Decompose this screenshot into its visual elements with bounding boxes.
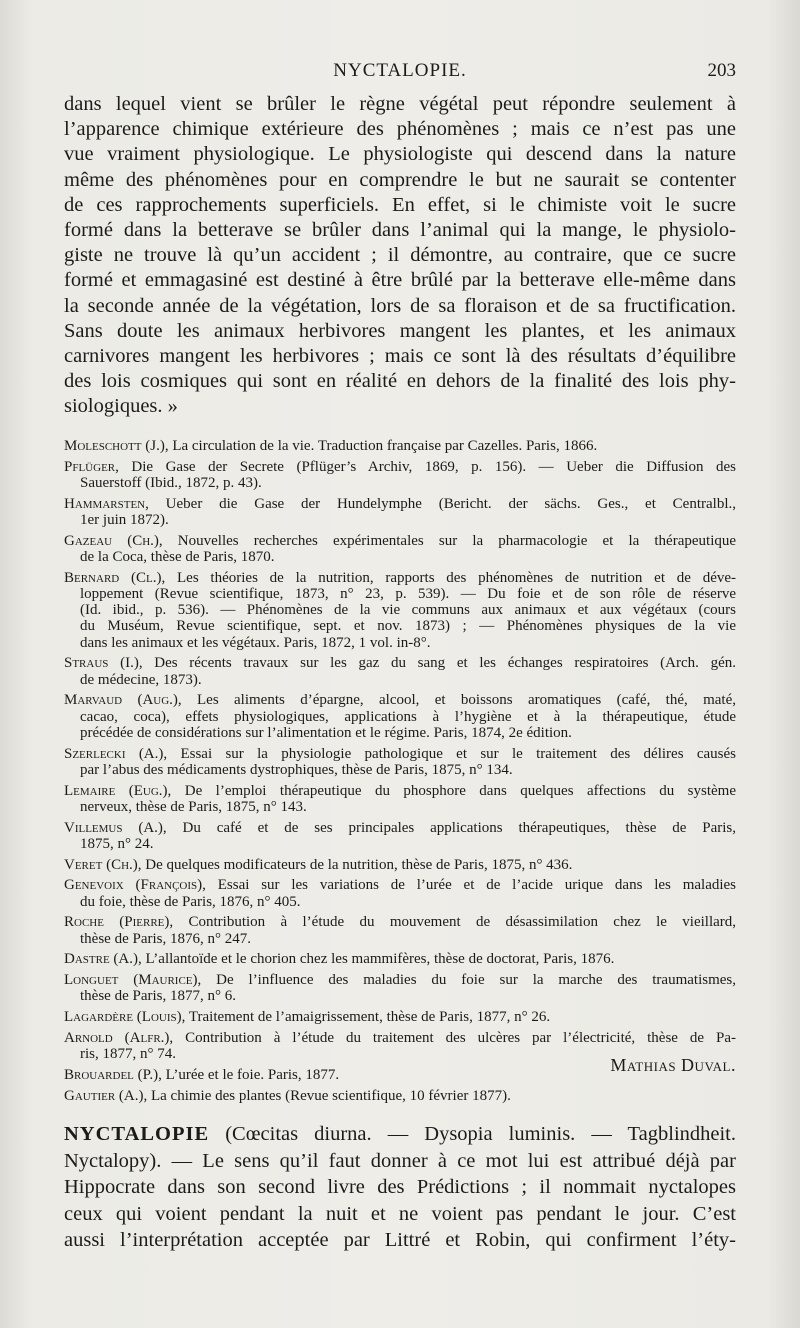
reference-text: Contribution à l’étude du traitement des ulcères par l’électricité, thèse de Pa-	[185, 1030, 736, 1046]
body-line: dans lequel vient se brûler le règne végétal peut répondre seulement à	[64, 93, 736, 115]
reference-line	[64, 586, 736, 602]
reference-entry	[64, 914, 736, 946]
reference-line	[64, 709, 736, 725]
reference-line	[64, 972, 736, 988]
reference-line	[64, 570, 736, 586]
reference-line	[64, 618, 736, 634]
reference-text: de la Coca, thèse de Paris, 1870.	[80, 549, 275, 565]
reference-line	[64, 1030, 736, 1046]
reference-line	[64, 496, 736, 512]
reference-author: Dastre (A.),	[64, 951, 142, 968]
reference-text: De quelques modificateurs de la nutrition, thèse de Paris, 1875, n° 436.	[145, 856, 573, 873]
reference-entry	[64, 570, 736, 651]
article-nyctalopie	[64, 1121, 736, 1254]
reference-author: Gautier (A.),	[64, 1087, 148, 1104]
reference-line	[64, 931, 736, 947]
reference-text: thèse de Paris, 1876, n° 247.	[80, 930, 251, 947]
body-line: la seconde année de la végétation, lors de sa floraison et de sa fructification.	[64, 294, 736, 317]
reference-line	[64, 1088, 736, 1104]
reference-author: Longuet (Maurice),	[64, 972, 202, 989]
body-line: formé et emmagasiné est destiné à être brûlé par la betterave elle-même dans	[64, 269, 736, 292]
reference-author: Veret (Ch.),	[64, 856, 142, 873]
reference-entry	[64, 857, 736, 873]
reference-line	[64, 635, 736, 651]
article-line: ceux qui voient pendant la nuit et ne voient pas pendant le jour. C’est	[64, 1202, 736, 1225]
reference-text: La chimie des plantes (Revue scientifique, 10 février 1877).	[150, 1087, 511, 1104]
reference-line	[64, 512, 736, 528]
reference-text: L’allantoïde et le chorion chez les mammifères, thèse de doctorat, Paris, 1876.	[145, 951, 615, 968]
body-line: siologiques. »	[64, 395, 178, 418]
reference-line	[64, 438, 736, 454]
reference-text: Traitement de l’amaigrissement, thèse de Paris, 1877, n° 26.	[188, 1009, 551, 1026]
reference-entry	[64, 459, 736, 491]
reference-text: Contribution à l’étude du mouvement de désassimilation chez le vieillard,	[188, 914, 737, 931]
article-line: Nyctalopy). — Le sens qu’il faut donner à ce mot lui est attribué déjà par	[64, 1149, 736, 1172]
article-line: aussi l’interprétation acceptée par Littré et Robin, qui confirment l’éty-	[64, 1229, 736, 1251]
reference-author: Roche (Pierre),	[64, 914, 174, 931]
reference-text: Les aliments d’épargne, alcool, et boissons aromatiques (café, thé, maté,	[197, 692, 736, 709]
reference-line	[64, 783, 736, 799]
body-line: Sans doute les animaux herbivores mangent les plantes, et les animaux	[64, 319, 736, 342]
reference-line	[64, 988, 736, 1004]
reference-line	[64, 475, 736, 491]
reference-line	[64, 725, 736, 741]
reference-text: Nouvelles recherches expérimentales sur la pharmacologie et la thérapeutique	[177, 532, 737, 549]
reference-entry	[64, 1009, 736, 1025]
reference-author: Lemaire (Eug.),	[64, 782, 172, 799]
body-line: giste ne trouve là qu’un accident ; il démontre, au contraire, que ce sucre	[64, 244, 736, 267]
reference-author: Genevoix (François),	[64, 877, 206, 894]
reference-text: 1875, n° 24.	[80, 835, 154, 852]
reference-text: Essai sur les variations de l’urée et de l’acide urique dans les maladies	[217, 877, 737, 894]
reference-text: De l’influence des maladies du foie sur la marche des traumatismes,	[216, 972, 736, 989]
reference-line	[64, 602, 736, 618]
running-title: NYCTALOPIE.	[333, 60, 467, 81]
reference-text: ris, 1877, n° 74.	[80, 1046, 176, 1063]
reference-text: dans les animaux et les végétaux. Paris, 1872, 1 vol. in-8°.	[80, 634, 431, 651]
reference-text: Des récents travaux sur les gaz du sang et les échanges respiratoires (Arch. gén.	[154, 655, 736, 672]
reference-text: cacao, coca), effets physiologiques, applications à l’hygiène et à la thérapeutique, étude	[80, 708, 736, 725]
reference-text: loppement (Revue scientifique, 1873, n° 23, p. 539). — Du foie et de son rôle de réserve	[80, 586, 736, 602]
reference-author: Arnold (Alfr.),	[64, 1030, 174, 1046]
reference-author: Moleschott (J.),	[64, 438, 169, 454]
reference-author: Brouardel (P.),	[64, 1067, 162, 1083]
reference-entry	[64, 746, 736, 778]
reference-line	[64, 746, 736, 762]
reference-text: de médecine, 1873).	[80, 671, 202, 688]
reference-text: thèse de Paris, 1877, n° 6.	[80, 988, 236, 1005]
body-line: l’apparence chimique extérieure des phénomènes ; mais ce n’est pas une	[64, 118, 736, 141]
reference-line	[64, 820, 736, 836]
body-line: de ces rapprochements superficiels. En effet, si le chimiste voit le sucre	[64, 193, 736, 216]
reference-line	[64, 914, 736, 930]
reference-line	[64, 877, 736, 893]
reference-author: Gazeau (Ch.),	[64, 532, 163, 549]
reference-entry	[64, 655, 736, 687]
reference-text: par l’abus des médicaments dystrophiques, thèse de Paris, 1875, n° 134.	[80, 761, 513, 778]
reference-text: précédée de considérations sur l’alimentation et le régime. Paris, 1874, 2e édition.	[80, 724, 572, 741]
reference-author: Lagardère (Louis),	[64, 1009, 186, 1026]
reference-line	[64, 1009, 736, 1025]
body-line: des lois cosmiques qui sont en réalité en dehors de la finalité des lois phy-	[64, 370, 736, 393]
reference-entry	[64, 783, 736, 815]
reference-text: Essai sur la physiologie pathologique et sur le traitement des délires causés	[180, 745, 736, 762]
reference-text: Ueber die Gase der Hundelymphe (Bericht. der sächs. Ges., et Centralbl.,	[165, 495, 736, 512]
reference-author: Bernard (Cl.),	[64, 569, 166, 586]
reference-text: (Id. ibid., p. 536). — Phénomènes de la vie communs aux animaux et aux végétaux (cours	[80, 602, 736, 619]
reference-author: Pflüger,	[64, 458, 119, 475]
reference-text: Die Gase der Secrete (Pflüger’s Archiv, 1869, p. 156). — Ueber die Diffusion des	[131, 458, 736, 475]
running-header	[64, 60, 736, 88]
reference-text: du Muséum, Revue scientifique, sept. et nov. 1873) ; — Phénomènes physiques de la vie	[80, 618, 736, 635]
reference-entry	[64, 496, 736, 528]
reference-text: L’urée et le foie. Paris, 1877.	[165, 1067, 340, 1083]
reference-line	[64, 692, 736, 708]
body-paragraph	[64, 92, 736, 420]
reference-author: Marvaud (Aug.),	[64, 692, 182, 709]
body-line: formé dans la betterave se brûler dans l’animal qui la mange, le physiolo-	[64, 219, 736, 242]
reference-text: 1er juin 1872).	[80, 512, 169, 528]
body-line: carnivores mangent les herbivores ; mais ce sont là des résultats d’équilibre	[64, 345, 736, 368]
reference-entry	[64, 877, 736, 909]
reference-text: du foie, thèse de Paris, 1876, n° 405.	[80, 893, 301, 910]
article-headword: NYCTALOPIE	[64, 1123, 210, 1145]
author-signature: Mathias Duval.	[610, 1055, 736, 1075]
reference-entry	[64, 820, 736, 852]
article-line: Hippocrate dans son second livre des Prédictions ; il nommait nyctalopes	[64, 1176, 736, 1198]
reference-line	[64, 857, 736, 873]
reference-line	[64, 762, 736, 778]
reference-line	[64, 533, 736, 549]
reference-line	[64, 655, 736, 671]
reference-text: Sauerstoff (Ibid., 1872, p. 43).	[80, 475, 262, 491]
reference-text: nerveux, thèse de Paris, 1875, n° 143.	[80, 798, 307, 815]
reference-entry	[64, 972, 736, 1004]
reference-text: Du café et de ses principales applications thérapeutiques, thèse de Paris,	[182, 819, 736, 836]
article-synonyms: (Cœcitas diurna. — Dysopia luminis. — Tagblindheit.	[209, 1123, 736, 1145]
reference-entry	[64, 533, 736, 565]
page-number: 203	[707, 60, 736, 81]
reference-entry	[64, 1088, 736, 1104]
article-line	[64, 1121, 736, 1148]
reference-text: La circulation de la vie. Traduction française par Cazelles. Paris, 1866.	[172, 438, 598, 454]
reference-entry	[64, 438, 736, 454]
reference-line	[64, 799, 736, 815]
reference-author: Szerlecki (A.),	[64, 745, 168, 762]
reference-entry	[64, 951, 736, 967]
reference-line	[64, 549, 736, 565]
reference-line	[64, 836, 736, 852]
body-line: même des phénomènes pour en comprendre le but ne saurait se contenter	[64, 168, 736, 191]
reference-line	[64, 672, 736, 688]
reference-line	[64, 894, 736, 910]
reference-line	[64, 951, 736, 967]
reference-author: Hammarsten,	[64, 495, 149, 512]
reference-text: Les théories de la nutrition, rapports des phénomènes de nutrition et de déve-	[177, 569, 737, 586]
reference-line	[64, 459, 736, 475]
reference-author: Straus (I.),	[64, 655, 143, 672]
body-line: vue vraiment physiologique. Le physiologiste qui descend dans la nature	[64, 143, 736, 166]
bibliography	[64, 438, 736, 1109]
reference-entry	[64, 692, 736, 741]
reference-author: Villemus (A.),	[64, 819, 167, 836]
reference-text: De l’emploi thérapeutique du phosphore dans quelques affections du système	[184, 782, 737, 799]
